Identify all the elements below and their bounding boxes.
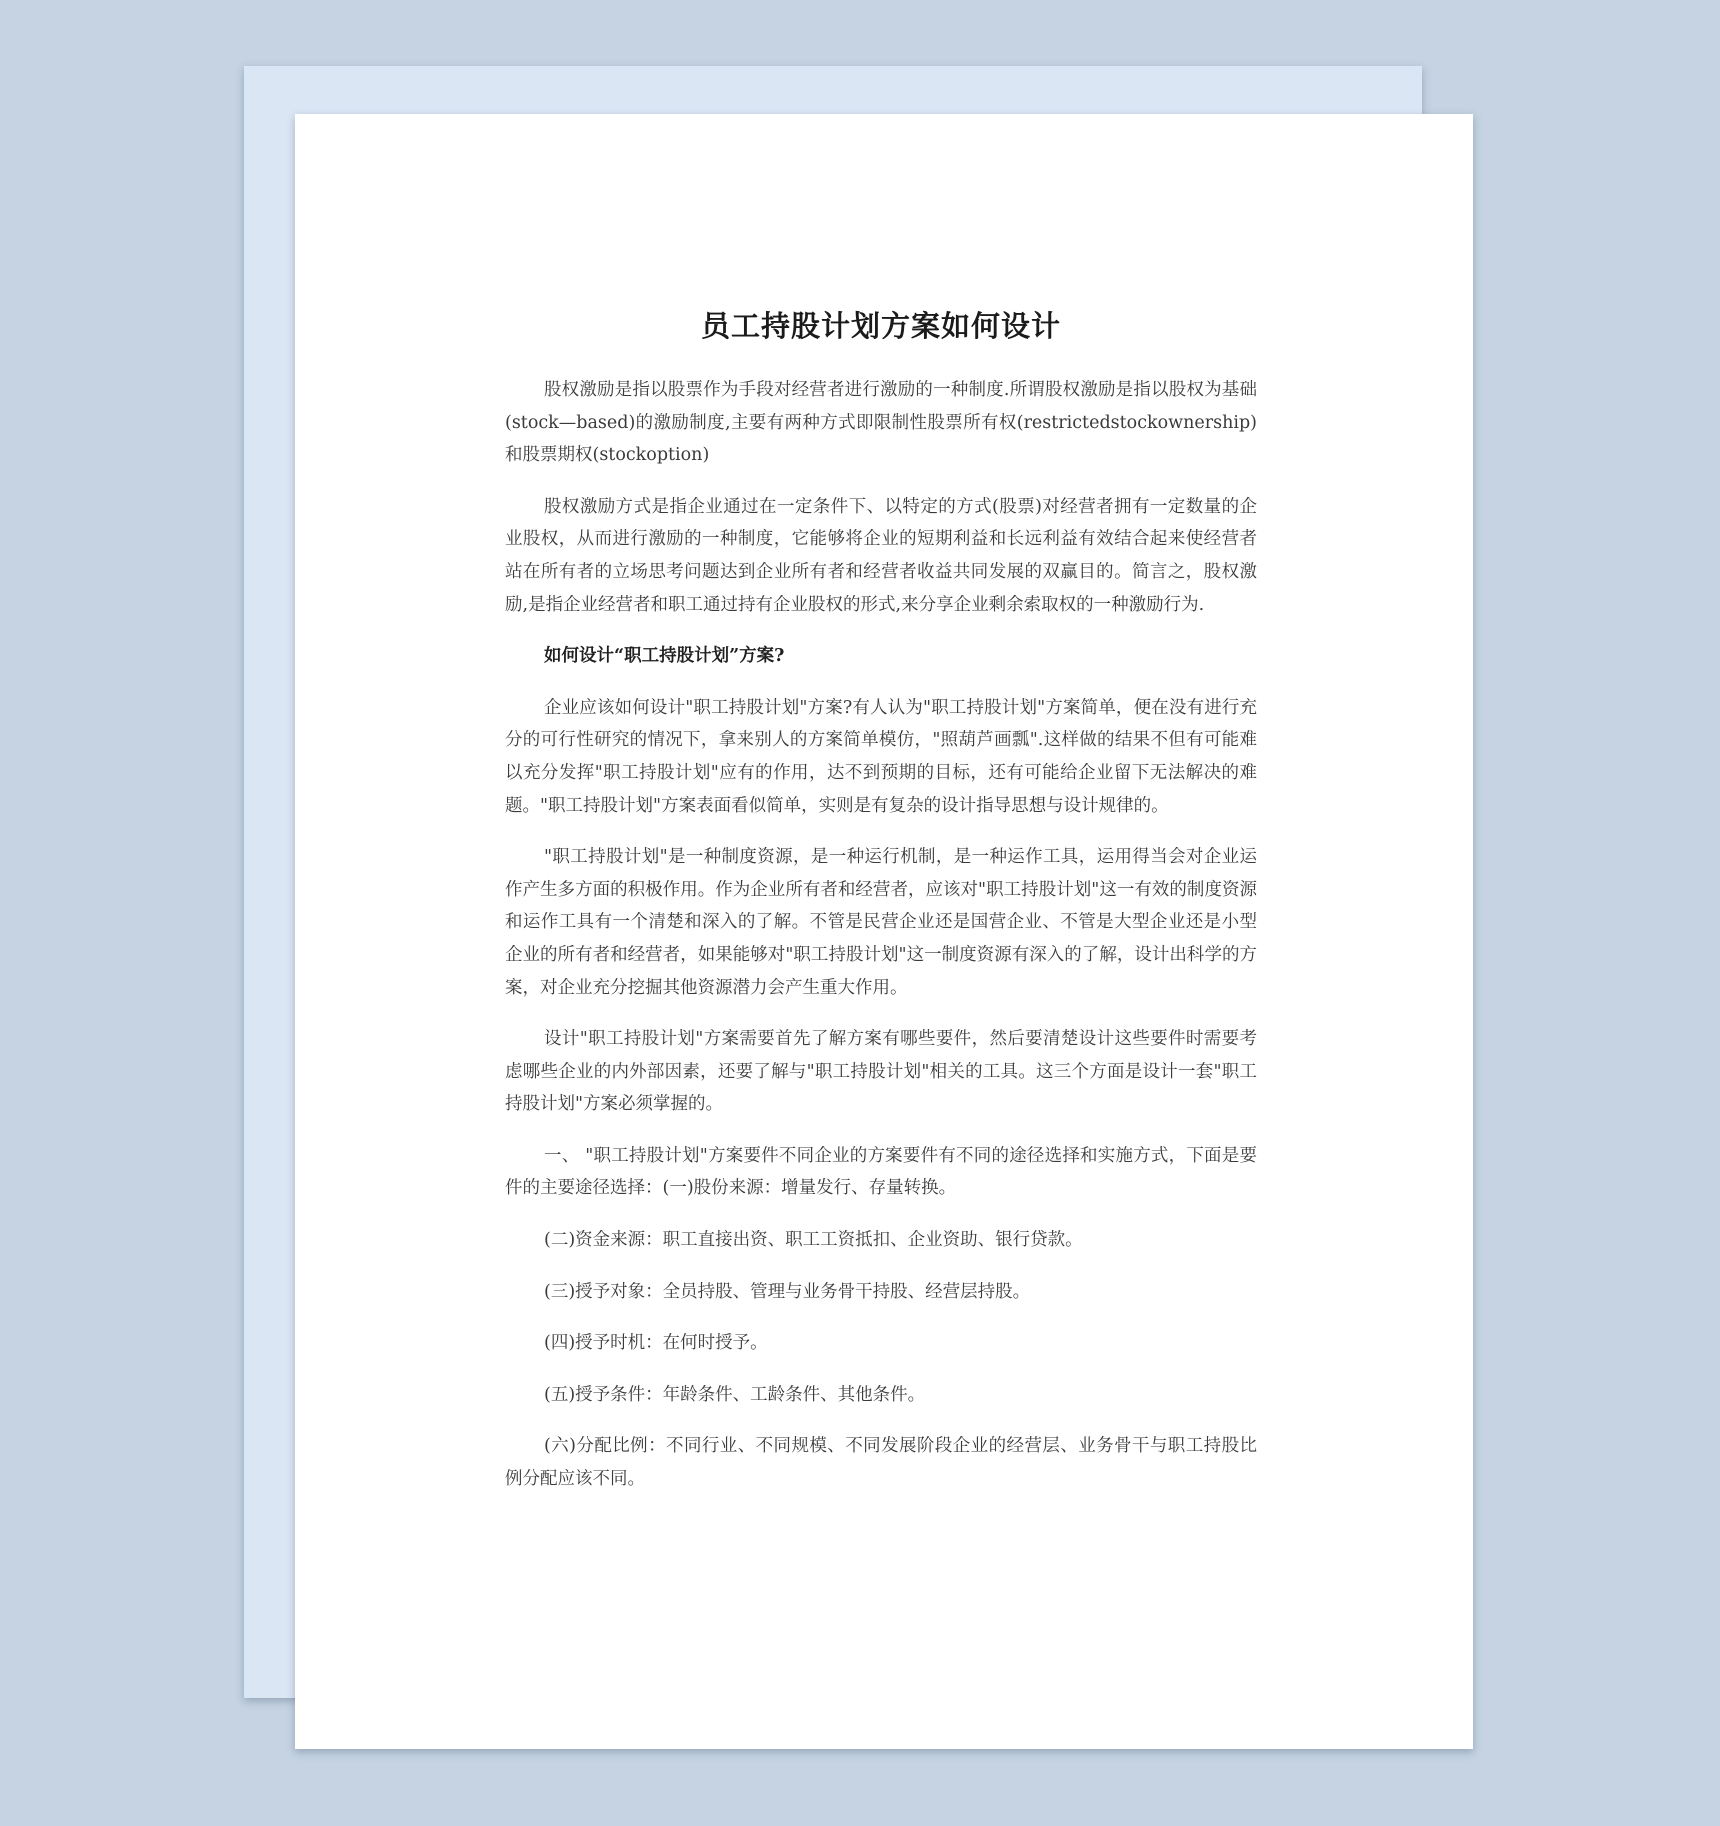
list-item-plan-elements: 一、 "职工持股计划"方案要件不同企业的方案要件有不同的途径选择和实施方式，下面是要件的主要途径选择：(一)股份来源：增量发行、存量转换。 [505,1145,1257,1199]
list-item-grant-timing: (四)授予时机：在何时授予。 [544,1333,768,1354]
paragraph-institutional-resource: "职工持股计划"是一种制度资源，是一种运行机制，是一种运作工具，运用得当会对企业运作产生多方面的积极作用。作为企业所有者和经营者，应该对"职工持股计划"这一有效的制度资源和运作工具有一个清楚和深入的了解。不管是民营企业还是国营企业、不管是大型企业还是小型企业的所有者和经营者，如果能够对"职工持股计划"这一制度资源有深入的了解，设计出科学的方案，对企业充分挖掘其他资源潜力会产生重大作用。 [505,847,1257,998]
section-heading: 如何设计“职工持股计划”方案? [544,646,785,667]
document-title: 员工持股计划方案如何设计 [700,309,1061,343]
paragraph-equity-incentive-definition: 股权激励是指以股票作为手段对经营者进行激励的一种制度.所谓股权激励是指以股权为基础(stock—based)的激励制度,主要有两种方式即限制性股票所有权(restrictedstockownership) 和股票期权(stockoption) [505,380,1257,466]
list-item-fund-source: (二)资金来源：职工直接出资、职工工资抵扣、企业资助、银行贷款。 [544,1230,1083,1251]
document-page [295,114,1473,1749]
paragraph-design-requirements: 设计"职工持股计划"方案需要首先了解方案有哪些要件，然后要清楚设计这些要件时需要考虑哪些企业的内外部因素，还要了解与"职工持股计划"相关的工具。这三个方面是设计一套"职工持股计划"方案必须掌握的。 [505,1029,1257,1115]
paragraph-how-to-design: 企业应该如何设计"职工持股计划"方案?有人认为"职工持股计划"方案简单，便在没有进行充分的可行性研究的情况下，拿来别人的方案简单模仿，"照葫芦画瓢".这样做的结果不但有可能难以充分发挥"职工持股计划"应有的作用，达不到预期的目标，还有可能给企业留下无法解决的难题。"职工持股计划"方案表面看似简单，实则是有复杂的设计指导思想与设计规律的。 [505,697,1257,816]
paragraph-equity-incentive-method: 股权激励方式是指企业通过在一定条件下、以特定的方式(股票)对经营者拥有一定数量的企业股权，从而进行激励的一种制度，它能够将企业的短期利益和长远利益有效结合起来使经营者站在所有者的立场思考问题达到企业所有者和经营者收益共同发展的双赢目的。简言之，股权激励,是指企业经营者和职工通过持有企业股权的形式,来分享企业剩余索取权的一种激励行为. [505,496,1257,615]
list-item-allocation-ratio: (六)分配比例：不同行业、不同规模、不同发展阶段企业的经营层、业务骨干与职工持股比例分配应该不同。 [505,1436,1257,1490]
document-body [505,306,1257,1515]
list-item-grant-conditions: (五)授予条件：年龄条件、工龄条件、其他条件。 [544,1384,926,1405]
list-item-grant-target: (三)授予对象：全员持股、管理与业务骨干持股、经营层持股。 [544,1281,1031,1302]
